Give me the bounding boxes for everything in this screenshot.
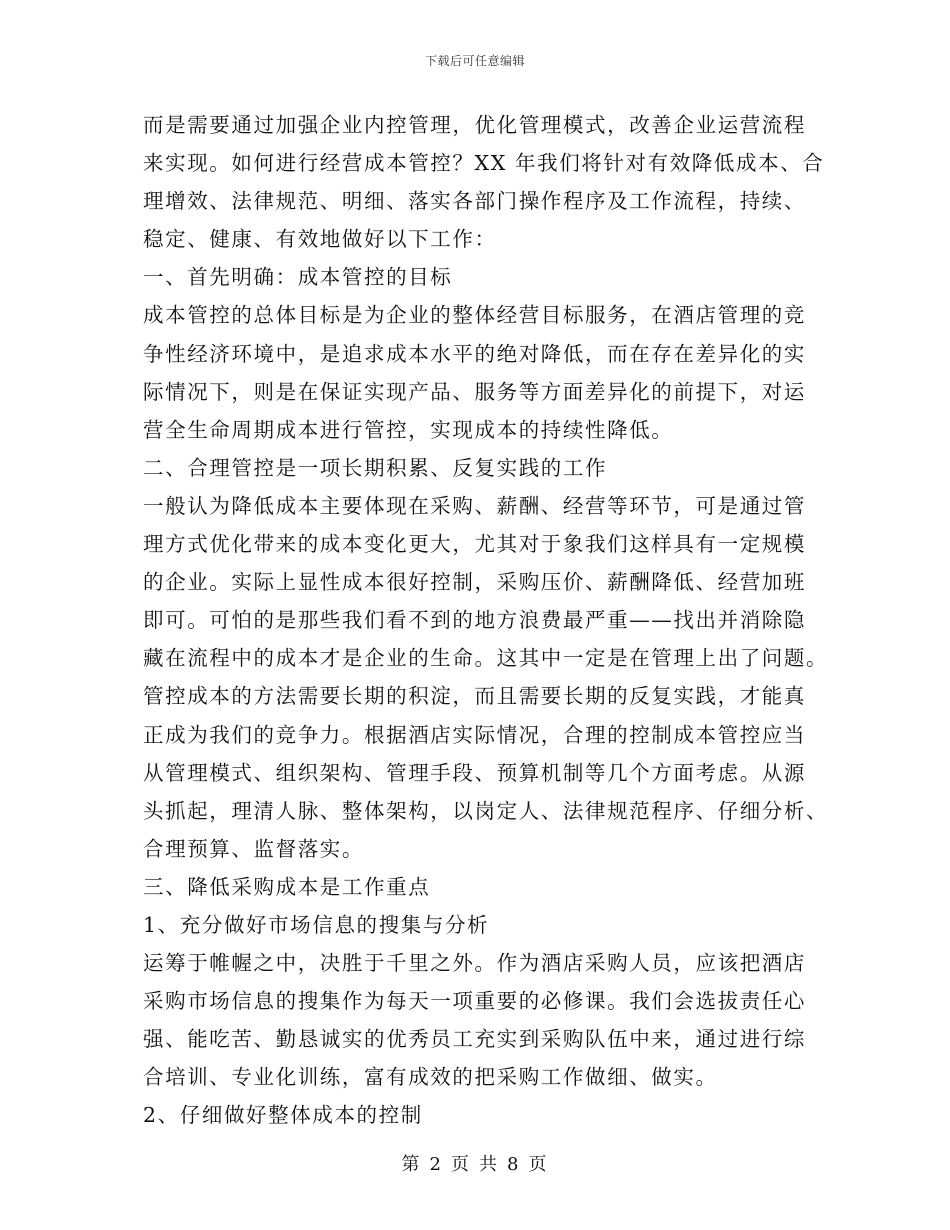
- text-line: 而是需要通过加强企业内控管理，优化管理模式，改善企业运营流程: [143, 113, 806, 137]
- section-heading: 一、首先明确：成本管控的目标: [143, 265, 453, 290]
- document-body: [143, 106, 829, 1135]
- footer-label-suffix: 页: [528, 1154, 549, 1175]
- text-line: 头抓起，理清人脉、整体架构，以岗定人、法律规范程序、仔细分析、: [143, 798, 829, 823]
- section-heading: 二、合理管控是一项长期积累、反复实践的工作: [143, 455, 608, 480]
- footer-label-total: 共: [479, 1154, 499, 1175]
- text-line: 从管理模式、组织架构、管理手段、预算机制等几个方面考虑。从源: [143, 760, 806, 785]
- text-line: 理方式优化带来的成本变化更大，尤其对于象我们这样具有一定规模: [143, 532, 806, 557]
- text-line: 强、能吃苦、勤恳诚实的优秀员工充实到采购队伍中来，通过进行综: [143, 1027, 806, 1052]
- text-line: 采购市场信息的搜集作为每天一项重要的必修课。我们会选拔责任心: [143, 989, 806, 1014]
- current-page-number: 2: [429, 1154, 443, 1175]
- text-line: 运筹于帷幄之中，决胜于千里之外。作为酒店采购人员，应该把酒店: [143, 951, 806, 976]
- text-line: 一般认为降低成本主要体现在采购、薪酬、经营等环节，可是通过管: [143, 493, 806, 518]
- text-line: 合培训、专业化训练，富有成效的把采购工作做细、做实。: [143, 1065, 718, 1090]
- text-line: 理增效、法律规范、明细、落实各部门操作程序及工作流程，持续、: [143, 189, 806, 214]
- header-note: 下载后可任意编辑: [424, 54, 525, 68]
- text-line: 成本管控的总体目标是为企业的整体经营目标服务，在酒店管理的竞: [143, 303, 806, 328]
- page-footer: [0, 1150, 950, 1176]
- text-line: 际情况下，则是在保证实现产品、服务等方面差异化的前提下，对运: [143, 379, 806, 404]
- total-pages-number: 8: [507, 1154, 521, 1175]
- section-heading: 三、降低采购成本是工作重点: [143, 874, 431, 899]
- text-line: 藏在流程中的成本才是企业的生命。这其中一定是在管理上出了问题。: [143, 646, 829, 671]
- text-line: 即可。可怕的是那些我们看不到的地方浪费最严重——找出并消除隐: [143, 608, 806, 633]
- text-line: 管控成本的方法需要长期的积淀，而且需要长期的反复实践，才能真: [143, 684, 806, 709]
- text-line: 的企业。实际上显性成本很好控制，采购压价、薪酬降低、经营加班: [143, 570, 806, 595]
- text-line: 合理预算、监督落实。: [143, 836, 364, 861]
- footer-label-page: 页: [451, 1154, 471, 1175]
- text-line: 争性经济环境中，是追求成本水平的绝对降低，而在存在差异化的实: [143, 341, 806, 366]
- text-line: 正成为我们的竞争力。根据酒店实际情况，合理的控制成本管控应当: [143, 722, 806, 747]
- subsection-heading: 1、充分做好市场信息的搜集与分析: [143, 912, 490, 937]
- subsection-heading: 2、仔细做好整体成本的控制: [143, 1103, 423, 1128]
- text-line: 营全生命周期成本进行管控，实现成本的持续性降低。: [143, 417, 674, 442]
- text-line: 稳定、健康、有效地做好以下工作：: [143, 227, 497, 252]
- text-line: 来实现。如何进行经营成本管控？XX 年我们将针对有效降低成本、合: [143, 151, 825, 176]
- footer-label-prefix: 第: [401, 1154, 422, 1175]
